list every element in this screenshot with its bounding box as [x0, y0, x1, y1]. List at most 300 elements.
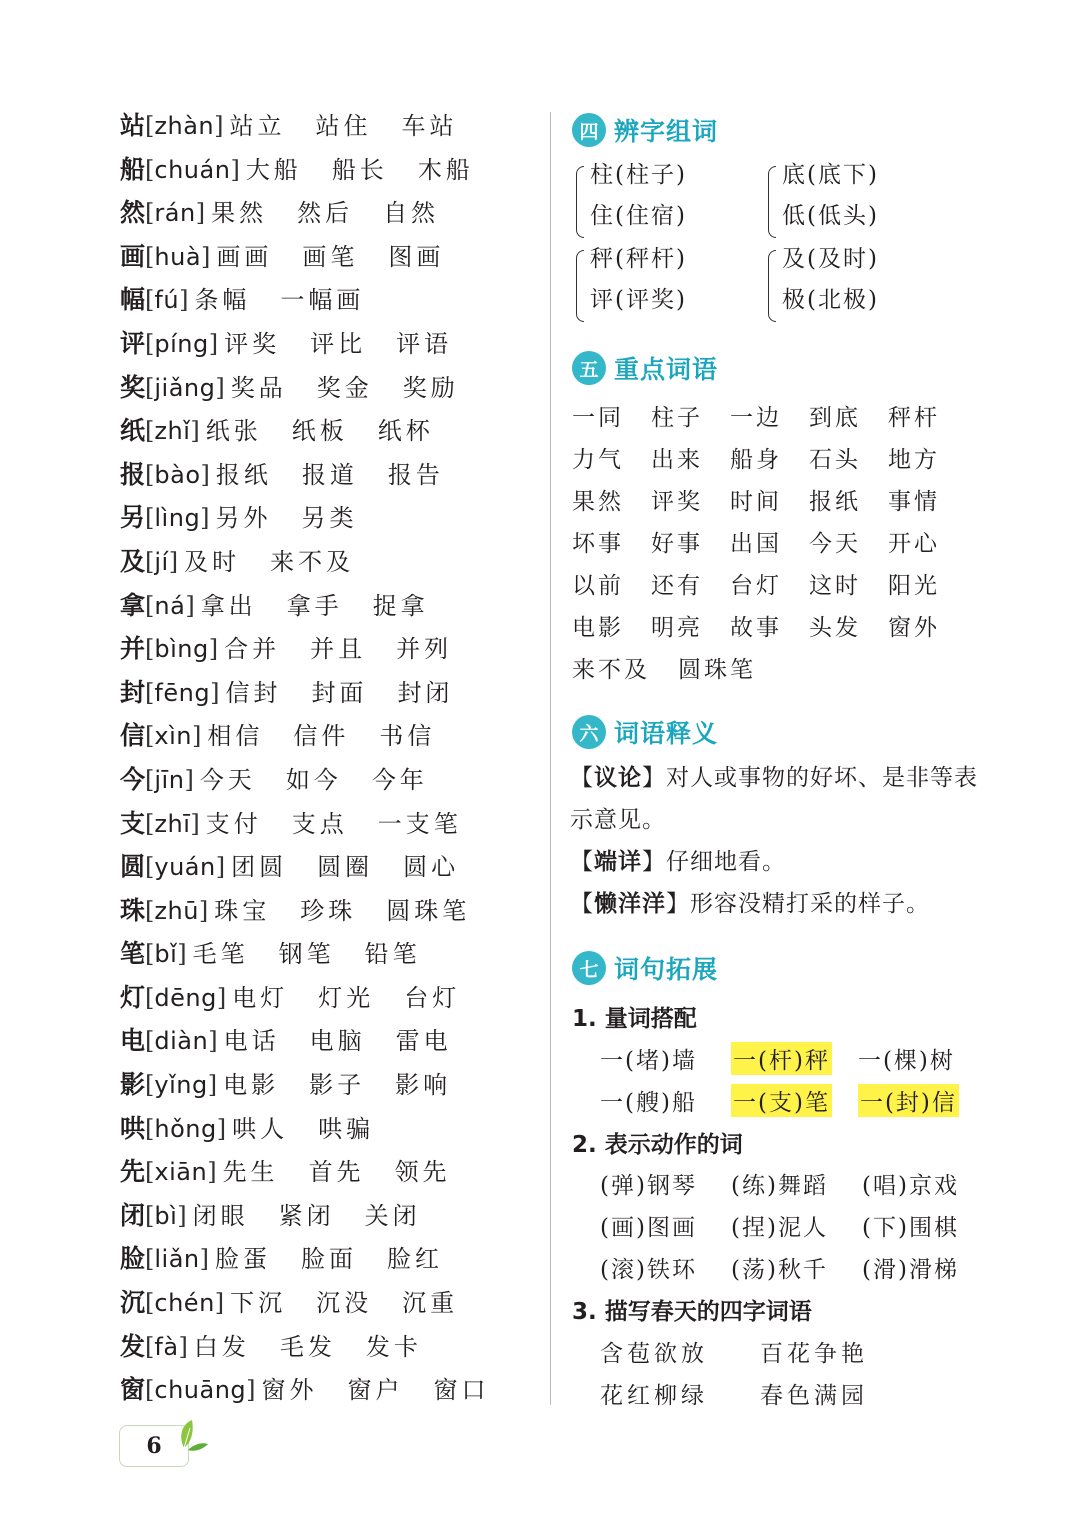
- definition-2: 【端详】仔细地看。: [570, 849, 786, 875]
- bracket-close: ]: [195, 199, 206, 228]
- key-word: 力气: [572, 447, 624, 473]
- bracket-open: [: [145, 1376, 155, 1405]
- entry-pinyin: chén: [154, 1289, 215, 1318]
- section-6-header: [572, 714, 718, 750]
- entry-word: 然后: [297, 199, 354, 228]
- entry-character: 珠: [120, 895, 146, 925]
- idiom-item: 百花争艳: [760, 1341, 868, 1367]
- key-word: 故事: [730, 615, 782, 641]
- entry-word: 图画: [388, 242, 445, 271]
- entry-pinyin: fà: [154, 1332, 179, 1361]
- bracket-open: [: [145, 1071, 155, 1100]
- entry-word: 站住: [315, 112, 372, 140]
- entry-character: 然: [120, 198, 146, 228]
- entry-pinyin: jiǎng: [154, 373, 216, 402]
- key-word: 秤杆: [888, 405, 940, 431]
- entry-word: 评语: [396, 329, 453, 358]
- bracket-open: [: [145, 547, 155, 576]
- bracket-close: ]: [177, 940, 187, 969]
- key-word: 明亮: [651, 615, 703, 641]
- entry-word: 拿手: [286, 591, 343, 620]
- entry-pinyin: bǐ: [154, 940, 178, 969]
- pair-line: 秤(秤杆): [590, 246, 687, 272]
- entry-pinyin: fēng: [154, 678, 211, 707]
- bracket-close: ]: [191, 722, 202, 751]
- bracket-open: [: [145, 896, 155, 925]
- entry-word: 奖励: [402, 373, 459, 402]
- key-word: 圆珠笔: [678, 657, 756, 683]
- char-entry: [120, 976, 540, 1020]
- bracket-open: [: [145, 591, 155, 620]
- bracket-close: ]: [214, 1289, 225, 1318]
- entry-word: 毛笔: [192, 940, 249, 969]
- pair-line: 低(低头): [782, 203, 879, 229]
- entry-word: 台灯: [404, 983, 461, 1012]
- char-entry: [120, 1063, 540, 1107]
- char-entry: [120, 889, 540, 933]
- section-7-title: 词句拓展: [614, 955, 719, 984]
- entry-word: 纸张: [205, 417, 262, 446]
- bracket-close: ]: [208, 1027, 218, 1056]
- entry-character: 纸: [120, 416, 146, 446]
- entry-word: 电脑: [309, 1027, 366, 1056]
- brace-icon: [768, 166, 776, 238]
- bracket-open: [: [145, 155, 155, 184]
- char-entry: [120, 1325, 540, 1369]
- action-word: (练)舞蹈: [731, 1173, 828, 1199]
- entry-word: 合并: [224, 635, 281, 664]
- entry-word: 哄人: [232, 1114, 289, 1143]
- key-words-row: [572, 399, 967, 432]
- key-word: 今天: [809, 531, 861, 557]
- char-entry: [120, 1237, 540, 1281]
- entry-word: 下沉: [230, 1289, 287, 1318]
- entry-pinyin: bào: [154, 460, 201, 489]
- bracket-open: [: [145, 765, 155, 794]
- definition-text: 仔细地看。: [666, 849, 786, 875]
- entry-character: 支: [120, 808, 146, 838]
- bracket-close: ]: [179, 286, 189, 315]
- key-words-row: [572, 609, 967, 642]
- entry-word: 脸面: [301, 1245, 358, 1274]
- column-divider: [550, 112, 551, 1405]
- section-5-number: 五: [572, 351, 606, 385]
- key-word: 石头: [809, 447, 861, 473]
- entry-word: 报道: [301, 460, 358, 489]
- entry-word: 车站: [401, 112, 458, 140]
- char-entry: [120, 932, 540, 976]
- bracket-open: [: [145, 809, 155, 838]
- entry-word: 来不及: [270, 547, 355, 576]
- char-entry: [120, 627, 540, 671]
- entry-word: 条幅: [194, 286, 251, 315]
- entry-word: 自然: [383, 199, 440, 228]
- char-entry: [120, 278, 540, 322]
- entry-pinyin: zhū: [154, 896, 199, 925]
- key-word: 开心: [888, 531, 940, 557]
- entry-pinyin: ná: [154, 591, 186, 620]
- key-words-row: [572, 567, 967, 600]
- bracket-open: [: [145, 722, 155, 751]
- bracket-open: [: [145, 940, 155, 969]
- bracket-close: ]: [207, 1158, 217, 1187]
- entry-pinyin: lìng: [154, 504, 201, 533]
- page-number: 6: [119, 1425, 189, 1467]
- entry-word: 另类: [301, 504, 358, 533]
- entry-word: 影子: [309, 1071, 366, 1100]
- key-word: 坏事: [572, 531, 624, 557]
- bracket-close: ]: [168, 547, 179, 576]
- entry-character: 信: [120, 721, 146, 751]
- key-word: 事情: [888, 489, 940, 515]
- entry-word: 相信: [207, 722, 264, 751]
- action-word: (捏)泥人: [731, 1215, 828, 1241]
- subsection-action-words: 2. 表示动作的词: [572, 1132, 743, 1158]
- entry-word: 哄骗: [318, 1114, 375, 1143]
- entry-pinyin: hǒng: [154, 1114, 217, 1143]
- entry-character: 站: [120, 111, 146, 140]
- bracket-close: ]: [190, 417, 200, 446]
- key-word: 电影: [572, 615, 624, 641]
- definition-term: 议论: [594, 765, 642, 791]
- definition-3: 【懒洋洋】形容没精打采的样子。: [570, 891, 930, 917]
- entry-word: 船长: [331, 155, 388, 184]
- entry-character: 沉: [120, 1288, 146, 1318]
- entry-word: 果然: [211, 199, 268, 228]
- char-entry: [120, 409, 540, 453]
- entry-word: 关闭: [364, 1201, 421, 1230]
- definition-text: 对人或事物的好坏、是非等表示意见。: [570, 765, 978, 833]
- key-word: 以前: [572, 573, 624, 599]
- entry-pinyin: xiān: [154, 1158, 208, 1187]
- entry-word: 报纸: [215, 460, 272, 489]
- definition-1: 【议论】对人或事物的好坏、是非等表示意见。: [570, 765, 978, 833]
- char-entry: [120, 584, 540, 628]
- entry-character: 影: [120, 1070, 146, 1100]
- entry-pinyin: yuán: [154, 853, 216, 882]
- entry-character: 画: [120, 241, 146, 271]
- char-entry: [120, 540, 540, 584]
- char-entry: [120, 1150, 540, 1194]
- entry-pinyin: rán: [154, 199, 196, 228]
- entry-pinyin: diàn: [154, 1027, 209, 1056]
- entry-pinyin: jí: [154, 547, 169, 576]
- char-entry: [120, 496, 540, 540]
- char-entry: [120, 845, 540, 889]
- bracket-close: ]: [200, 460, 210, 489]
- bracket-open: [: [145, 1114, 155, 1143]
- entry-word: 一幅画: [280, 286, 365, 315]
- action-word: (滑)滑梯: [862, 1257, 959, 1283]
- pair-line: 柱(柱子): [590, 162, 687, 188]
- key-word: 报纸: [809, 489, 861, 515]
- bracket-close: ]: [210, 678, 220, 707]
- entry-word: 脸红: [387, 1245, 444, 1274]
- measure-word-item: 一(艘)船: [600, 1090, 697, 1116]
- measure-word-item-highlighted: 一(杆)秤: [731, 1042, 832, 1075]
- action-words-row: [600, 1251, 993, 1284]
- entry-character: 今: [120, 764, 146, 794]
- entry-pinyin: fú: [154, 286, 180, 315]
- action-word: (画)图画: [600, 1215, 697, 1241]
- key-word: 来不及: [572, 657, 650, 683]
- entry-character: 笔: [120, 939, 146, 969]
- char-entry: [120, 1107, 540, 1151]
- entry-word: 封面: [311, 678, 368, 707]
- char-entry: [120, 1281, 540, 1325]
- key-words-row: [572, 483, 967, 516]
- entry-character: 并: [120, 634, 146, 664]
- entry-word: 站立: [229, 112, 286, 140]
- character-list: [120, 104, 540, 1412]
- bracket-open: [: [145, 1201, 155, 1230]
- section-6-number: 六: [572, 715, 606, 749]
- char-entry: [120, 104, 540, 148]
- bracket-close: ]: [208, 329, 219, 358]
- entry-character: 另: [120, 503, 146, 533]
- entry-word: 圆圈: [317, 853, 374, 882]
- entry-word: 评奖: [224, 329, 281, 358]
- bracket-close: ]: [215, 853, 226, 882]
- entry-word: 报告: [387, 460, 444, 489]
- entry-character: 及: [120, 546, 146, 576]
- char-entry: [120, 714, 540, 758]
- entry-word: 白发: [193, 1332, 250, 1361]
- entry-word: 圆心: [403, 853, 460, 882]
- entry-word: 大船: [245, 155, 302, 184]
- key-words-row: [572, 441, 967, 474]
- key-word: 阳光: [888, 573, 940, 599]
- entry-word: 沉没: [316, 1289, 373, 1318]
- bracket-close: ]: [214, 112, 224, 140]
- measure-word-item: 一(堵)墙: [600, 1048, 697, 1074]
- bracket-open: [: [145, 329, 155, 358]
- brace-icon: [576, 166, 584, 238]
- pair-line: 极(北极): [782, 287, 879, 313]
- key-word: 柱子: [651, 405, 703, 431]
- section-5-header: [572, 350, 718, 386]
- entry-word: 如今: [285, 765, 342, 794]
- entry-character: 闭: [120, 1200, 146, 1230]
- entry-word: 电话: [223, 1027, 280, 1056]
- entry-character: 拿: [120, 590, 146, 620]
- char-entry: [120, 1368, 540, 1412]
- pair-line: 住(住宿): [590, 203, 687, 229]
- key-word: 船身: [730, 447, 782, 473]
- key-word: 出来: [651, 447, 703, 473]
- key-word: 一同: [572, 405, 624, 431]
- pair-line: 底(底下): [782, 162, 879, 188]
- bracket-close: ]: [199, 1245, 210, 1274]
- entry-pinyin: bì: [154, 1201, 178, 1230]
- key-word: 还有: [651, 573, 703, 599]
- entry-pinyin: píng: [154, 329, 209, 358]
- measure-word-item-highlighted: 一(封)信: [858, 1084, 959, 1117]
- bracket-open: [: [145, 504, 155, 533]
- char-entry: [120, 235, 540, 279]
- bracket-open: [: [145, 199, 155, 228]
- entry-word: 窗口: [433, 1376, 490, 1405]
- entry-word: 珠宝: [214, 896, 271, 925]
- entry-pinyin: chuāng: [154, 1376, 247, 1405]
- entry-word: 今年: [371, 765, 428, 794]
- entry-character: 报: [120, 459, 146, 489]
- action-words-row: [600, 1209, 993, 1242]
- action-word: (滚)铁环: [600, 1257, 697, 1283]
- entry-word: 钢笔: [278, 940, 335, 969]
- section-4-title: 辨字组词: [614, 117, 719, 146]
- idiom-item: 春色满园: [760, 1383, 868, 1409]
- entry-pinyin: jīn: [154, 765, 185, 794]
- subsection-spring-idioms: 3. 描写春天的四字词语: [572, 1299, 812, 1325]
- measure-word-row-2: [600, 1084, 959, 1117]
- entry-word: 今天: [199, 765, 256, 794]
- entry-word: 雷电: [395, 1027, 452, 1056]
- entry-word: 紧闭: [278, 1201, 335, 1230]
- entry-word: 捉拿: [372, 591, 429, 620]
- entry-word: 影响: [395, 1071, 452, 1100]
- entry-word: 支付: [205, 809, 262, 838]
- entry-word: 电影: [223, 1071, 280, 1100]
- entry-word: 奖品: [230, 373, 287, 402]
- entry-word: 领先: [394, 1158, 451, 1187]
- entry-word: 另外: [215, 504, 272, 533]
- action-word: (荡)秋千: [731, 1257, 828, 1283]
- bracket-open: [: [145, 1332, 155, 1361]
- bracket-open: [: [145, 853, 155, 882]
- section-5-title: 重点词语: [614, 355, 719, 384]
- char-entry: [120, 453, 540, 497]
- measure-word-item-highlighted: 一(支)笔: [731, 1084, 832, 1117]
- bracket-close: ]: [230, 155, 240, 184]
- entry-character: 发: [120, 1331, 146, 1361]
- entry-word: 窗外: [261, 1376, 318, 1405]
- entry-character: 先: [120, 1157, 146, 1187]
- key-word: 时间: [730, 489, 782, 515]
- definition-term: 端详: [594, 849, 642, 875]
- bracket-open: [: [145, 678, 155, 707]
- char-entry: [120, 758, 540, 802]
- measure-word-row-1: [600, 1042, 989, 1075]
- idiom-item: 含苞欲放: [600, 1341, 708, 1367]
- bracket-open: [: [145, 635, 155, 664]
- bracket-open: [: [145, 1027, 155, 1056]
- entry-pinyin: liǎn: [154, 1245, 200, 1274]
- entry-pinyin: huà: [154, 242, 202, 271]
- bracket-close: ]: [208, 635, 219, 664]
- entry-word: 纸板: [291, 417, 348, 446]
- bracket-open: [: [145, 373, 155, 402]
- entry-word: 并列: [396, 635, 453, 664]
- entry-word: 灯光: [318, 983, 375, 1012]
- bracket-open: [: [145, 112, 155, 140]
- bracket-close: ]: [201, 242, 211, 271]
- idiom-item: 花红柳绿: [600, 1383, 708, 1409]
- key-word: 窗外: [888, 615, 940, 641]
- key-word: 这时: [809, 573, 861, 599]
- entry-pinyin: zhī: [154, 809, 191, 838]
- entry-word: 信封: [225, 678, 282, 707]
- entry-word: 窗户: [347, 1376, 404, 1405]
- entry-character: 评: [120, 328, 146, 358]
- entry-word: 奖金: [316, 373, 373, 402]
- entry-character: 圆: [120, 852, 146, 882]
- definition-text: 形容没精打采的样子。: [690, 891, 930, 917]
- bracket-open: [: [145, 417, 155, 446]
- entry-word: 封闭: [397, 678, 454, 707]
- entry-pinyin: zhǐ: [154, 417, 191, 446]
- bracket-close: ]: [216, 983, 227, 1012]
- key-word: 评奖: [651, 489, 703, 515]
- bracket-close: ]: [177, 1201, 187, 1230]
- bracket-close: ]: [246, 1376, 256, 1405]
- entry-word: 及时: [184, 547, 241, 576]
- section-4-number: 四: [572, 113, 606, 147]
- char-entry: [120, 191, 540, 235]
- key-word: 到底: [809, 405, 861, 431]
- entry-pinyin: yǐng: [154, 1071, 208, 1100]
- key-word: 一边: [730, 405, 782, 431]
- bracket-open: [: [145, 1289, 155, 1318]
- entry-pinyin: chuán: [154, 155, 231, 184]
- bracket-open: [: [145, 1245, 155, 1274]
- entry-word: 画笔: [302, 242, 359, 271]
- measure-word-item: 一(棵)树: [857, 1048, 955, 1074]
- bracket-close: ]: [200, 504, 210, 533]
- entry-word: 毛发: [279, 1332, 336, 1361]
- pair-line: 及(及时): [782, 246, 879, 272]
- section-7-header: [572, 950, 718, 986]
- bracket-open: [: [145, 1158, 155, 1187]
- bracket-close: ]: [207, 1071, 218, 1100]
- brace-icon: [576, 250, 584, 322]
- char-entry: [120, 671, 540, 715]
- entry-word: 沉重: [402, 1289, 459, 1318]
- entry-word: 拿出: [200, 591, 257, 620]
- key-word: 好事: [651, 531, 703, 557]
- entry-character: 脸: [120, 1244, 146, 1274]
- action-word: (唱)京戏: [862, 1173, 959, 1199]
- bracket-close: ]: [190, 809, 200, 838]
- action-words-row: [600, 1167, 993, 1200]
- brace-icon: [768, 250, 776, 322]
- bracket-close: ]: [216, 1114, 227, 1143]
- entry-word: 发卡: [365, 1332, 422, 1361]
- char-entry: [120, 1019, 540, 1063]
- entry-character: 封: [120, 677, 146, 707]
- bracket-close: ]: [178, 1332, 188, 1361]
- idiom-row-1: [600, 1335, 920, 1368]
- bracket-close: ]: [184, 765, 194, 794]
- entry-character: 灯: [120, 982, 146, 1012]
- pair-line: 评(评奖): [590, 287, 687, 313]
- entry-word: 闭眼: [192, 1201, 249, 1230]
- bracket-open: [: [145, 242, 155, 271]
- entry-pinyin: xìn: [154, 722, 192, 751]
- entry-word: 铅笔: [364, 940, 421, 969]
- entry-word: 并且: [310, 635, 367, 664]
- entry-word: 团圆: [231, 853, 288, 882]
- key-word: 地方: [888, 447, 940, 473]
- entry-word: 纸杯: [377, 417, 434, 446]
- entry-character: 哄: [120, 1113, 146, 1143]
- leaf-icon: [170, 1416, 210, 1456]
- entry-word: 珍珠: [300, 896, 357, 925]
- subsection-measure-words: 1. 量词搭配: [572, 1006, 697, 1032]
- entry-pinyin: dēng: [154, 983, 217, 1012]
- entry-word: 书信: [379, 722, 436, 751]
- entry-word: 首先: [308, 1158, 365, 1187]
